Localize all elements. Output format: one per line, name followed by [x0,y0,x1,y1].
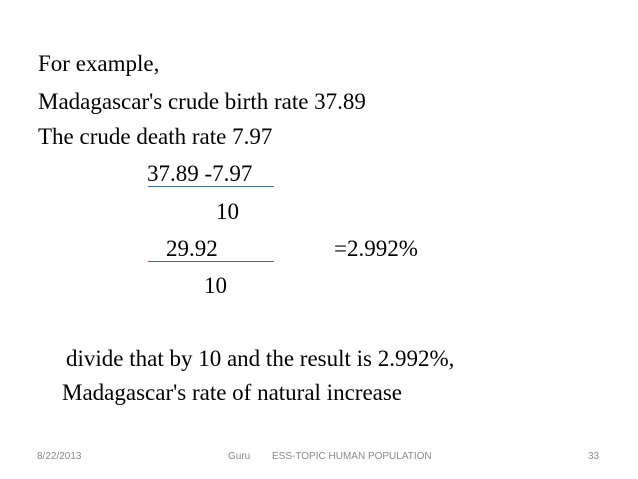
fraction2-numerator: 29.92 [166,236,218,261]
footer-topic: ESS-TOPIC HUMAN POPULATION [272,451,432,462]
footer-page-number: 33 [588,451,600,462]
fraction1-denominator: 10 [216,199,239,224]
conclusion-line-1: divide that by 10 and the result is 2.992%, [66,346,455,371]
intro-text: For example, [38,51,160,76]
conclusion-line-2: Madagascar's rate of natural increase [62,380,403,405]
fraction1-numerator: 37.89 -7.97 [147,161,253,186]
fraction1-bar [148,186,274,187]
death-rate-text: The crude death rate 7.97 [38,124,273,149]
birth-rate-text: Madagascar's crude birth rate 37.89 [38,89,366,114]
footer-date: 8/22/2013 [37,451,82,462]
fraction2-bar [148,261,274,262]
fraction2-denominator: 10 [204,273,227,298]
footer-author: Guru [228,451,251,462]
fraction2-result: =2.992% [334,236,418,261]
